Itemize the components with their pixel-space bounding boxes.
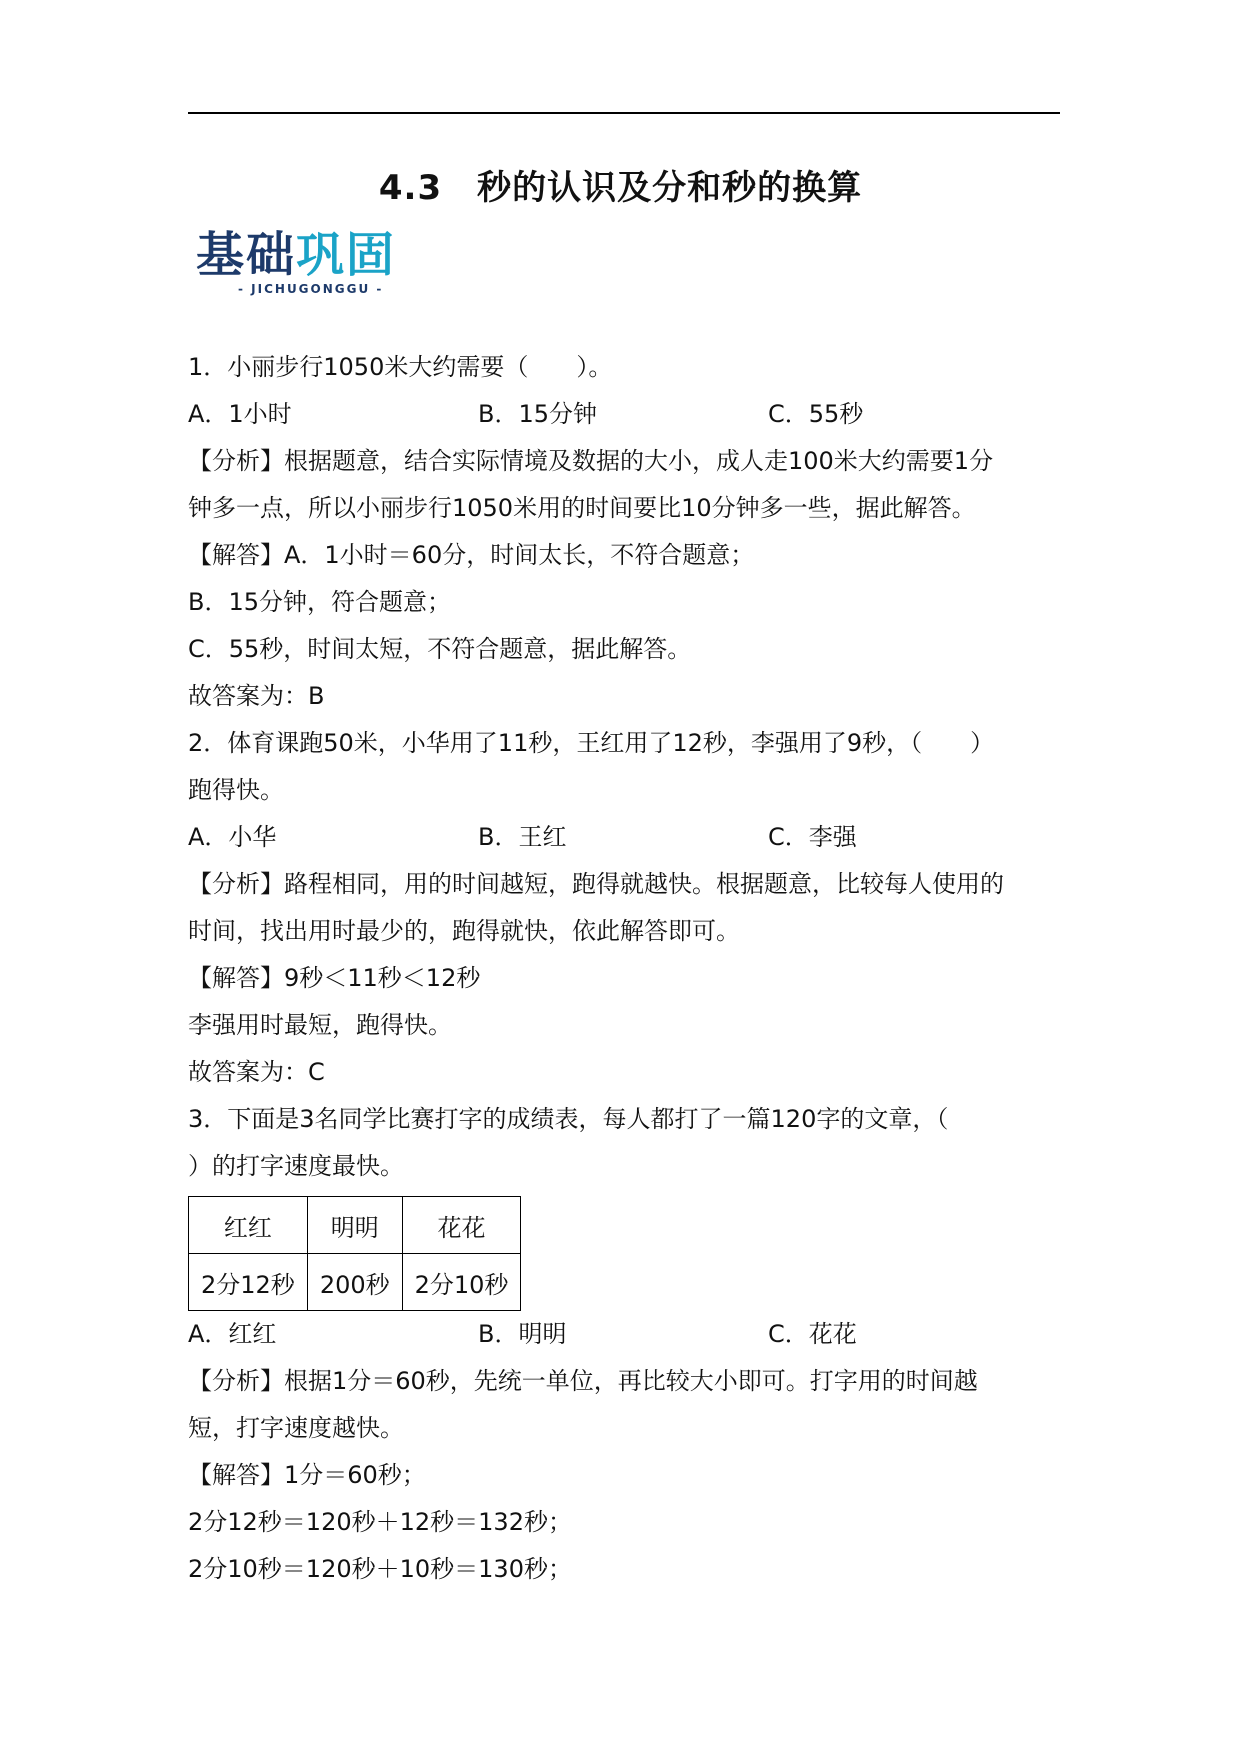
- q3-answer-line-3: 2分10秒＝120秒＋10秒＝130秒；: [188, 1555, 572, 1583]
- table-header-row: [189, 1197, 521, 1254]
- badge-title: [196, 228, 416, 282]
- q3-question-line-2: ）的打字速度最快。: [188, 1152, 404, 1180]
- table-cell: 200秒: [307, 1254, 402, 1311]
- q2-answer-line-1: 【解答】9秒＜11秒＜12秒: [188, 964, 481, 992]
- table-row: [189, 1254, 521, 1311]
- q2-analysis-line-2: 时间，找出用时最少的，跑得就快，依此解答即可。: [188, 917, 740, 945]
- table-header-cell: 花花: [402, 1197, 521, 1254]
- q2-option-b: B．王红: [478, 823, 567, 851]
- q2-analysis-line-1: 【分析】路程相同，用的时间越短，跑得就越快。根据题意，比较每人使用的: [188, 870, 1004, 898]
- page-title: 4.3 秒的认识及分和秒的换算: [378, 168, 863, 208]
- q3-analysis-line-1: 【分析】根据1分＝60秒，先统一单位，再比较大小即可。打字用的时间越: [188, 1367, 978, 1395]
- document-body: [188, 344, 1068, 1593]
- q2-question-line-2: 跑得快。: [188, 776, 284, 804]
- q1-answer-line-3: C．55秒，时间太短，不符合题意，据此解答。: [188, 635, 692, 663]
- q2-answer-line-2: 李强用时最短，跑得快。: [188, 1011, 452, 1039]
- q1-option-a: A．1小时: [188, 400, 292, 428]
- section-badge: [196, 228, 416, 308]
- q3-analysis-line-2: 短，打字速度越快。: [188, 1414, 404, 1442]
- q1-option-b: B．15分钟: [478, 400, 598, 428]
- table-header-cell: 明明: [307, 1197, 402, 1254]
- q3-option-c: C．花花: [768, 1320, 857, 1348]
- header-rule: [188, 112, 1060, 114]
- q2-final-answer: 故答案为：C: [188, 1058, 325, 1086]
- table-cell: 2分12秒: [189, 1254, 308, 1311]
- q1-analysis-line-1: 【分析】根据题意，结合实际情境及数据的大小，成人走100米大约需要1分: [188, 447, 994, 475]
- q2-option-c: C．李强: [768, 823, 857, 851]
- typing-score-table: [188, 1196, 521, 1311]
- q3-question-line-1: 3．下面是3名同学比赛打字的成绩表，每人都打了一篇120字的文章，（: [188, 1105, 949, 1133]
- badge-subtitle: - JICHUGONGGU -: [238, 282, 384, 296]
- table-cell: 2分10秒: [402, 1254, 521, 1311]
- badge-title-part-2: 巩固: [296, 227, 397, 283]
- q1-final-answer: 故答案为：B: [188, 682, 325, 710]
- q2-question-line-1: 2．体育课跑50米，小华用了11秒，王红用了12秒，李强用了9秒，（ ）: [188, 729, 995, 757]
- q3-option-a: A．红红: [188, 1320, 277, 1348]
- q2-option-a: A．小华: [188, 823, 277, 851]
- q1-answer-line-1: 【解答】A．1小时＝60分，时间太长，不符合题意；: [188, 541, 755, 569]
- q3-answer-line-1: 【解答】1分＝60秒；: [188, 1461, 426, 1489]
- badge-title-part-1: 基础: [196, 227, 297, 283]
- q1-option-c: C．55秒: [768, 400, 864, 428]
- q1-question: 1．小丽步行1050米大约需要（ ）。: [188, 353, 613, 381]
- q2-options: [188, 814, 1068, 861]
- table-header-cell: 红红: [189, 1197, 308, 1254]
- q3-option-b: B．明明: [478, 1320, 567, 1348]
- q1-options: [188, 391, 1068, 438]
- q1-analysis-line-2: 钟多一点，所以小丽步行1050米用的时间要比10分钟多一些，据此解答。: [188, 494, 976, 522]
- q1-answer-line-2: B．15分钟，符合题意；: [188, 588, 452, 616]
- q3-options: [188, 1311, 1068, 1358]
- q3-answer-line-2: 2分12秒＝120秒＋12秒＝132秒；: [188, 1508, 572, 1536]
